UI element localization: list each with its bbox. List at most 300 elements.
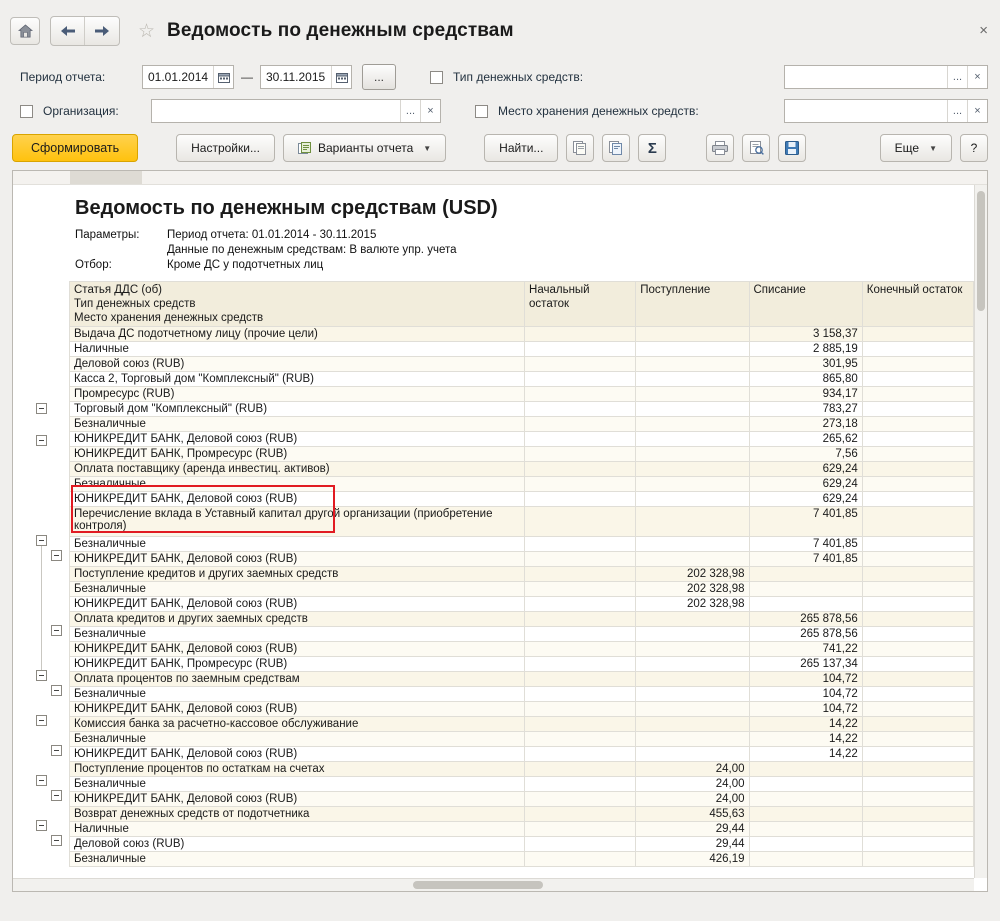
- table-row[interactable]: [70, 567, 974, 582]
- cell-outcome: [749, 762, 862, 777]
- table-row[interactable]: [70, 672, 974, 687]
- more-button[interactable]: [880, 134, 952, 162]
- cell-opening: [525, 627, 636, 642]
- cell-opening: [525, 777, 636, 792]
- cell-income: 202 328,98: [636, 582, 749, 597]
- table-row[interactable]: [70, 822, 974, 837]
- row-label: Безналичные: [70, 477, 525, 492]
- cell-closing: [862, 447, 973, 462]
- row-label: Деловой союз (RUB): [70, 837, 525, 852]
- cell-outcome: [749, 792, 862, 807]
- cell-outcome: 104,72: [749, 687, 862, 702]
- cell-income: [636, 462, 749, 477]
- row-label: Поступление кредитов и других заемных средств: [70, 567, 525, 582]
- cell-closing: [862, 762, 973, 777]
- cell-outcome: [749, 822, 862, 837]
- row-label: Безналичные: [70, 777, 525, 792]
- window-titlebar: [0, 0, 1000, 62]
- table-row[interactable]: [70, 777, 974, 792]
- place-filter-checkbox[interactable]: [475, 105, 488, 118]
- cell-closing: [862, 852, 973, 867]
- cell-income: 24,00: [636, 777, 749, 792]
- row-label: ЮНИКРЕДИТ БАНК, Деловой союз (RUB): [70, 597, 525, 612]
- cell-outcome: 104,72: [749, 702, 862, 717]
- cell-income: 202 328,98: [636, 567, 749, 582]
- report-grouping-gutter: [13, 185, 69, 878]
- cell-closing: [862, 747, 973, 762]
- cell-opening: [525, 762, 636, 777]
- cell-income: [636, 327, 749, 342]
- cell-outcome: [749, 777, 862, 792]
- row-label: Выдача ДС подотчетному лицу (прочие цели): [70, 327, 525, 342]
- header-opening[interactable]: Начальный остаток: [525, 282, 636, 327]
- header-dim1: Статья ДДС (об): [74, 284, 162, 296]
- row-label: ЮНИКРЕДИТ БАНК, Деловой союз (RUB): [70, 552, 525, 567]
- cell-outcome: [749, 837, 862, 852]
- home-button[interactable]: [10, 17, 40, 45]
- cell-outcome: 265 878,56: [749, 627, 862, 642]
- cell-outcome: [749, 567, 862, 582]
- cell-outcome: 265 137,34: [749, 657, 862, 672]
- cell-opening: [525, 657, 636, 672]
- row-label: Торговый дом "Комплексный" (RUB): [70, 402, 525, 417]
- cell-closing: [862, 492, 973, 507]
- cell-income: 24,00: [636, 792, 749, 807]
- cell-opening: [525, 837, 636, 852]
- table-row[interactable]: [70, 762, 974, 777]
- table-row[interactable]: [70, 717, 974, 732]
- cell-income: [636, 732, 749, 747]
- table-row[interactable]: [70, 642, 974, 657]
- page-title: Ведомость по денежным средствам: [167, 20, 514, 41]
- row-label: Безналичные: [70, 417, 525, 432]
- place-label: Место хранения денежных средств:: [498, 104, 699, 118]
- cell-closing: [862, 822, 973, 837]
- table-row[interactable]: [70, 657, 974, 672]
- table-row[interactable]: [70, 582, 974, 597]
- cell-outcome: 273,18: [749, 417, 862, 432]
- cell-opening: [525, 807, 636, 822]
- cell-closing: [862, 717, 973, 732]
- table-row[interactable]: [70, 612, 974, 627]
- report-table: [69, 281, 974, 867]
- table-row[interactable]: [70, 447, 974, 462]
- group-toggle-row-13[interactable]: [51, 745, 62, 756]
- report-filter: [69, 258, 974, 273]
- row-label: Промресурс (RUB): [70, 387, 525, 402]
- cell-closing: [862, 402, 973, 417]
- find-button[interactable]: Найти...: [484, 134, 558, 162]
- cell-opening: [525, 612, 636, 627]
- cell-income: [636, 537, 749, 552]
- period-label: Период отчета:: [20, 70, 106, 84]
- cell-income: [636, 642, 749, 657]
- cell-outcome: [749, 582, 862, 597]
- type-filter-checkbox[interactable]: [430, 71, 443, 84]
- cell-outcome: 14,22: [749, 747, 862, 762]
- group-toggle-row-9[interactable]: [36, 670, 47, 681]
- cell-income: 455,63: [636, 807, 749, 822]
- cell-closing: [862, 567, 973, 582]
- cell-opening: [525, 357, 636, 372]
- cell-income: [636, 477, 749, 492]
- horizontal-scrollbar-thumb[interactable]: [413, 881, 543, 889]
- cell-closing: [862, 537, 973, 552]
- table-row[interactable]: [70, 507, 974, 537]
- organization-field[interactable]: [151, 99, 441, 123]
- cell-income: 29,44: [636, 837, 749, 852]
- chevron-down-icon: ▼: [423, 143, 432, 153]
- parameters-label: Параметры:: [75, 229, 140, 241]
- cell-income: [636, 672, 749, 687]
- row-label: Безналичные: [70, 537, 525, 552]
- parameters-line-1: Период отчета: 01.01.2014 - 30.11.2015: [167, 229, 377, 241]
- header-dim3: Место хранения денежных средств: [74, 312, 264, 324]
- cell-closing: [862, 837, 973, 852]
- row-label: Безналичные: [70, 687, 525, 702]
- cell-opening: [525, 582, 636, 597]
- cell-closing: [862, 507, 973, 537]
- table-row[interactable]: [70, 837, 974, 852]
- filter-panel: [0, 62, 1000, 126]
- cell-closing: [862, 612, 973, 627]
- copy-button[interactable]: [566, 134, 594, 162]
- table-row[interactable]: [70, 732, 974, 747]
- filter-row-organization: [12, 96, 988, 126]
- cell-opening: [525, 372, 636, 387]
- group-toggle-row-16[interactable]: [51, 790, 62, 801]
- cell-opening: [525, 822, 636, 837]
- cell-opening: [525, 327, 636, 342]
- cell-opening: [525, 552, 636, 567]
- cell-closing: [862, 372, 973, 387]
- print-preview-button[interactable]: [742, 134, 770, 162]
- settings-button[interactable]: Настройки...: [176, 134, 275, 162]
- group-toggle-params[interactable]: [36, 403, 47, 414]
- cell-closing: [862, 417, 973, 432]
- cell-income: [636, 432, 749, 447]
- header-income[interactable]: Поступление: [636, 282, 749, 327]
- cell-outcome: [749, 852, 862, 867]
- help-button[interactable]: ?: [960, 134, 988, 162]
- cell-income: [636, 402, 749, 417]
- cell-opening: [525, 597, 636, 612]
- cell-opening: [525, 477, 636, 492]
- row-label: Безналичные: [70, 627, 525, 642]
- cell-opening: [525, 687, 636, 702]
- row-label: Безналичные: [70, 852, 525, 867]
- cell-outcome: 104,72: [749, 672, 862, 687]
- cell-income: [636, 702, 749, 717]
- cell-opening: [525, 432, 636, 447]
- cell-outcome: 7 401,85: [749, 537, 862, 552]
- cell-income: [636, 612, 749, 627]
- cell-closing: [862, 792, 973, 807]
- cell-opening: [525, 567, 636, 582]
- copy-icon: [573, 141, 587, 155]
- generate-button[interactable]: Сформировать: [12, 134, 138, 162]
- table-row[interactable]: [70, 402, 974, 417]
- cell-closing: [862, 807, 973, 822]
- row-label: ЮНИКРЕДИТ БАНК, Деловой союз (RUB): [70, 792, 525, 807]
- header-closing[interactable]: Конечный остаток: [862, 282, 973, 327]
- vertical-scrollbar-thumb[interactable]: [977, 191, 985, 311]
- cell-income: [636, 387, 749, 402]
- report-variants-button[interactable]: [283, 134, 446, 162]
- row-label: Касса 2, Торговый дом "Комплексный" (RUB): [70, 372, 525, 387]
- table-row[interactable]: [70, 417, 974, 432]
- cell-closing: [862, 432, 973, 447]
- table-row[interactable]: [70, 327, 974, 342]
- calendar-glyph: [336, 72, 348, 83]
- organization-checkbox[interactable]: [20, 105, 33, 118]
- report-variants-icon: [298, 142, 312, 155]
- date-to-field[interactable]: [260, 65, 352, 89]
- group-toggle-row-18[interactable]: [36, 820, 47, 831]
- row-label: Наличные: [70, 822, 525, 837]
- cell-closing: [862, 342, 973, 357]
- filter-line: Кроме ДС у подотчетных лиц: [167, 259, 324, 271]
- cell-income: [636, 552, 749, 567]
- cell-income: [636, 657, 749, 672]
- table-row[interactable]: [70, 477, 974, 492]
- organization-label: Организация:: [43, 104, 119, 118]
- vertical-scrollbar[interactable]: [974, 185, 987, 878]
- row-label: ЮНИКРЕДИТ БАНК, Промресурс (RUB): [70, 657, 525, 672]
- table-row[interactable]: [70, 792, 974, 807]
- cell-closing: [862, 357, 973, 372]
- cell-outcome: 629,24: [749, 462, 862, 477]
- clear-icon[interactable]: ×: [967, 66, 987, 88]
- type-label: Тип денежных средств:: [453, 70, 584, 84]
- cell-outcome: 741,22: [749, 642, 862, 657]
- select-icon[interactable]: ...: [400, 100, 420, 122]
- cell-income: [636, 357, 749, 372]
- cell-opening: [525, 852, 636, 867]
- cell-opening: [525, 717, 636, 732]
- forward-button[interactable]: [85, 17, 119, 45]
- cell-opening: [525, 402, 636, 417]
- group-toggle-row-0[interactable]: [36, 535, 47, 546]
- cell-opening: [525, 537, 636, 552]
- cell-closing: [862, 702, 973, 717]
- period-dash: —: [241, 70, 253, 84]
- cell-income: 426,19: [636, 852, 749, 867]
- cell-closing: [862, 477, 973, 492]
- cell-opening: [525, 507, 636, 537]
- copy-structure-button[interactable]: [602, 134, 630, 162]
- cell-outcome: 7 401,85: [749, 552, 862, 567]
- group-toggle-filter[interactable]: [36, 435, 47, 446]
- date-from-value: 01.01.2014: [148, 70, 209, 84]
- cell-opening: [525, 792, 636, 807]
- cell-outcome: 265,62: [749, 432, 862, 447]
- row-label: Безналичные: [70, 582, 525, 597]
- report-column-strip: [13, 171, 987, 185]
- cell-closing: [862, 657, 973, 672]
- cell-outcome: 3 158,37: [749, 327, 862, 342]
- row-label: ЮНИКРЕДИТ БАНК, Деловой союз (RUB): [70, 492, 525, 507]
- cell-outcome: 934,17: [749, 387, 862, 402]
- print-preview-icon: [749, 141, 764, 155]
- cell-outcome: 629,24: [749, 477, 862, 492]
- group-line: [41, 540, 42, 680]
- table-row[interactable]: [70, 807, 974, 822]
- table-row[interactable]: [70, 492, 974, 507]
- cell-closing: [862, 732, 973, 747]
- cell-income: [636, 717, 749, 732]
- table-row[interactable]: [70, 747, 974, 762]
- cell-outcome: 2 885,19: [749, 342, 862, 357]
- cell-income: [636, 342, 749, 357]
- clear-icon[interactable]: ×: [420, 100, 440, 122]
- document-copy-icon: [609, 141, 623, 155]
- cell-income: 202 328,98: [636, 597, 749, 612]
- more-label: Еще: [894, 141, 920, 155]
- table-row[interactable]: [70, 372, 974, 387]
- row-label: Оплата кредитов и других заемных средств: [70, 612, 525, 627]
- row-label: Оплата поставщику (аренда инвестиц. активов): [70, 462, 525, 477]
- cell-opening: [525, 417, 636, 432]
- cell-income: [636, 627, 749, 642]
- report-parameters: [69, 228, 974, 258]
- table-row[interactable]: [70, 687, 974, 702]
- cell-outcome: 301,95: [749, 357, 862, 372]
- filter-row-period: [12, 62, 988, 92]
- cell-closing: [862, 687, 973, 702]
- cell-closing: [862, 582, 973, 597]
- calendar-glyph: [218, 72, 230, 83]
- row-label: Перечисление вклада в Уставный капитал другой организации (приобретение контроля): [70, 507, 525, 537]
- cell-closing: [862, 777, 973, 792]
- table-row[interactable]: [70, 432, 974, 447]
- home-icon: [18, 24, 33, 38]
- cell-outcome: 14,22: [749, 732, 862, 747]
- place-field[interactable]: [784, 99, 988, 123]
- header-outcome[interactable]: Списание: [749, 282, 862, 327]
- cell-opening: [525, 732, 636, 747]
- cell-income: 29,44: [636, 822, 749, 837]
- row-label: Возврат денежных средств от подотчетника: [70, 807, 525, 822]
- cell-income: [636, 372, 749, 387]
- report-variants-label: Варианты отчета: [317, 141, 414, 155]
- cell-closing: [862, 462, 973, 477]
- cell-closing: [862, 642, 973, 657]
- group-toggle-row-12[interactable]: [36, 715, 47, 726]
- table-row[interactable]: [70, 702, 974, 717]
- save-icon: [785, 141, 799, 155]
- row-label: Комиссия банка за расчетно-кассовое обслуживание: [70, 717, 525, 732]
- cell-opening: [525, 672, 636, 687]
- type-field[interactable]: [784, 65, 988, 89]
- table-row[interactable]: [70, 537, 974, 552]
- row-label: Оплата процентов по заемным средствам: [70, 672, 525, 687]
- row-label: Поступление процентов по остаткам на счетах: [70, 762, 525, 777]
- row-label: ЮНИКРЕДИТ БАНК, Деловой союз (RUB): [70, 702, 525, 717]
- cell-opening: [525, 462, 636, 477]
- sigma-icon: Σ: [647, 139, 657, 157]
- save-button[interactable]: [778, 134, 806, 162]
- back-button[interactable]: [51, 17, 85, 45]
- cell-closing: [862, 597, 973, 612]
- cell-outcome: [749, 807, 862, 822]
- parameters-line-2: Данные по денежным средствам: В валюте упр. учета: [167, 244, 457, 256]
- cell-outcome: 14,22: [749, 717, 862, 732]
- row-label: ЮНИКРЕДИТ БАНК, Деловой союз (RUB): [70, 747, 525, 762]
- row-label: ЮНИКРЕДИТ БАНК, Деловой союз (RUB): [70, 642, 525, 657]
- cell-opening: [525, 747, 636, 762]
- row-label: Деловой союз (RUB): [70, 357, 525, 372]
- date-from-field[interactable]: [142, 65, 234, 89]
- calendar-icon[interactable]: [331, 66, 351, 88]
- table-row[interactable]: [70, 552, 974, 567]
- print-button[interactable]: [706, 134, 734, 162]
- navigation-buttons: [50, 16, 120, 46]
- row-label: Наличные: [70, 342, 525, 357]
- cell-income: [636, 507, 749, 537]
- table-row[interactable]: [70, 627, 974, 642]
- close-button[interactable]: ×: [979, 22, 988, 39]
- report-content: [69, 185, 974, 878]
- row-label: ЮНИКРЕДИТ БАНК, Деловой союз (RUB): [70, 432, 525, 447]
- cell-outcome: 265 878,56: [749, 612, 862, 627]
- table-row[interactable]: [70, 852, 974, 867]
- printer-icon: [712, 141, 728, 155]
- cell-income: [636, 447, 749, 462]
- header-dim2: Тип денежных средств: [74, 298, 196, 310]
- table-row[interactable]: [70, 342, 974, 357]
- cell-closing: [862, 627, 973, 642]
- table-row[interactable]: [70, 462, 974, 477]
- group-toggle-row-10[interactable]: [51, 685, 62, 696]
- favorite-star-icon[interactable]: ☆: [138, 20, 156, 42]
- clear-icon[interactable]: ×: [967, 100, 987, 122]
- total-sum-button[interactable]: [638, 134, 666, 162]
- report-table-body: [70, 282, 974, 867]
- group-toggle-row-6[interactable]: [51, 625, 62, 636]
- select-icon[interactable]: ...: [947, 66, 967, 88]
- cell-closing: [862, 552, 973, 567]
- table-row[interactable]: [70, 597, 974, 612]
- horizontal-scrollbar[interactable]: [13, 878, 974, 891]
- calendar-icon[interactable]: [213, 66, 233, 88]
- header-dimensions-cell[interactable]: [70, 282, 525, 327]
- report-title: Ведомость по денежным средствам (USD): [75, 197, 498, 219]
- cell-outcome: [749, 597, 862, 612]
- report-area: [12, 170, 988, 892]
- select-icon[interactable]: ...: [947, 100, 967, 122]
- cell-opening: [525, 492, 636, 507]
- arrow-left-icon: [59, 25, 77, 37]
- group-toggle-row-19[interactable]: [51, 835, 62, 846]
- cell-closing: [862, 672, 973, 687]
- row-label: Безналичные: [70, 732, 525, 747]
- column-marker: [70, 171, 142, 184]
- group-toggle-row-1[interactable]: [51, 550, 62, 561]
- table-row[interactable]: [70, 357, 974, 372]
- cell-opening: [525, 387, 636, 402]
- cell-closing: [862, 327, 973, 342]
- cell-income: [636, 417, 749, 432]
- cell-opening: [525, 642, 636, 657]
- cell-income: [636, 747, 749, 762]
- period-select-button[interactable]: ...: [362, 64, 396, 90]
- cell-closing: [862, 387, 973, 402]
- cell-opening: [525, 342, 636, 357]
- table-header-row: [70, 282, 974, 327]
- group-toggle-row-15[interactable]: [36, 775, 47, 786]
- table-row[interactable]: [70, 387, 974, 402]
